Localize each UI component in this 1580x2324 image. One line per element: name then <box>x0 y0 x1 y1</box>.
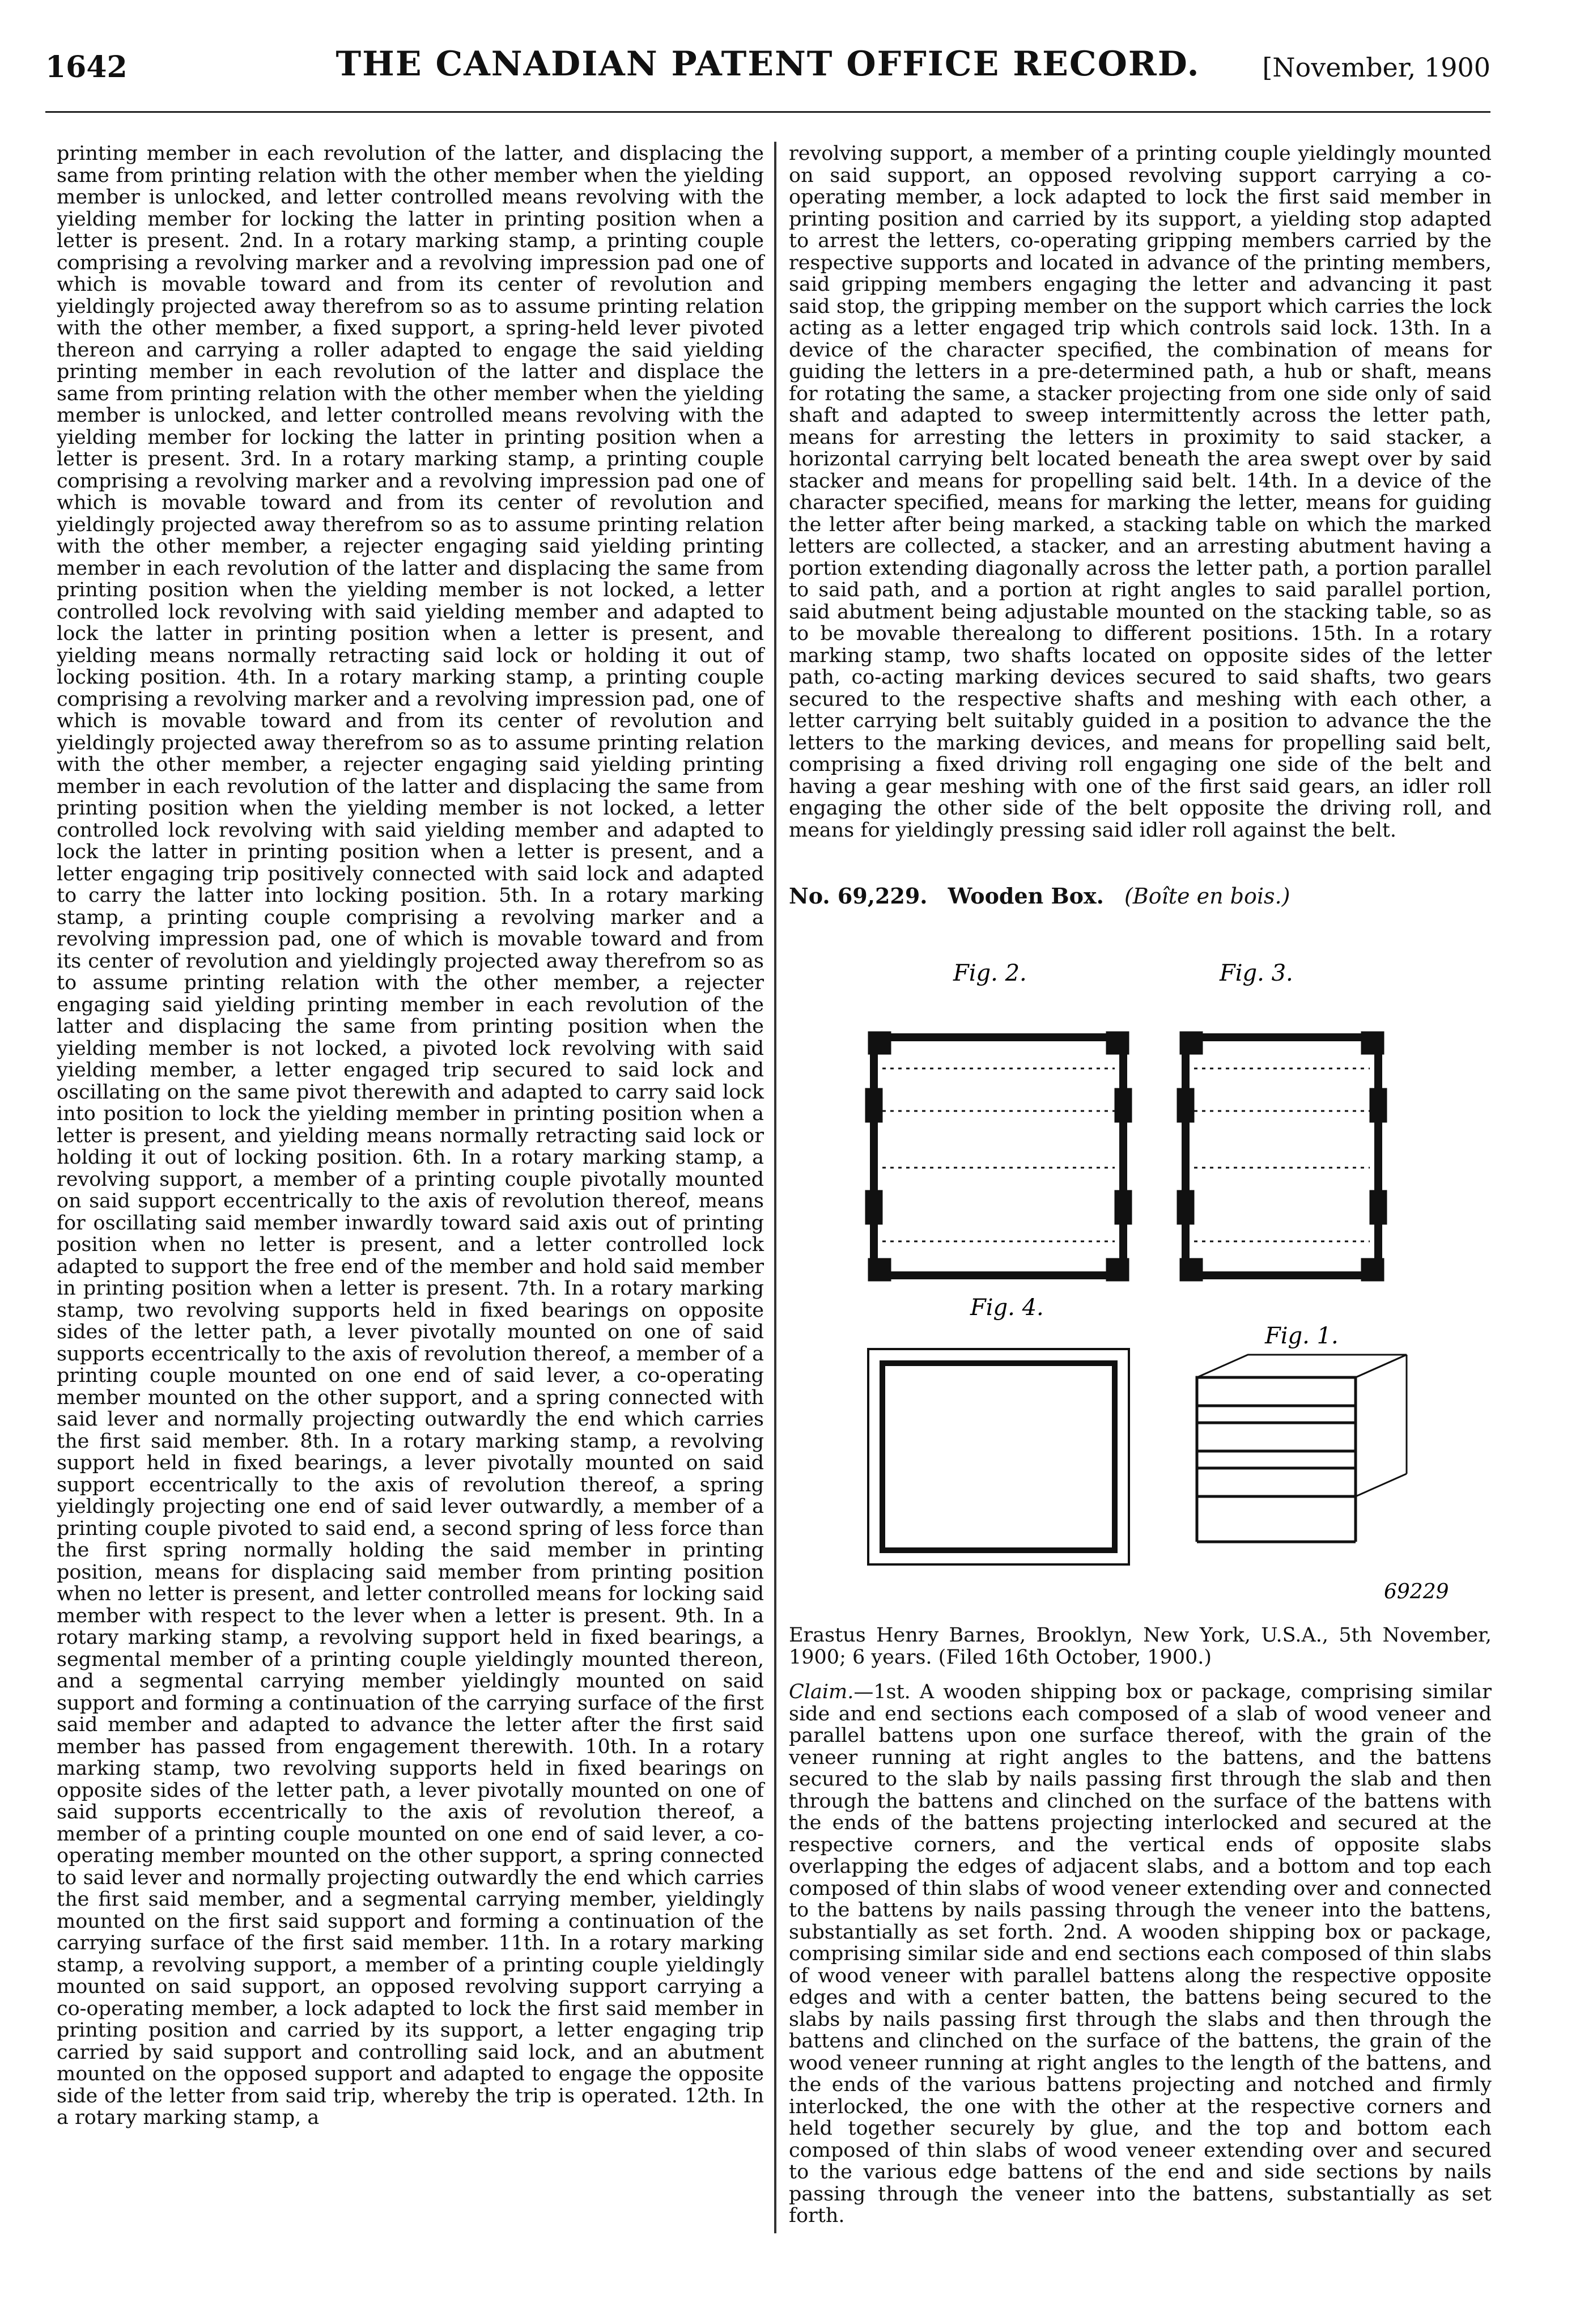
fig3-drawing <box>1177 1032 1387 1281</box>
page-number: 1642 <box>45 50 128 84</box>
fig4-drawing <box>868 1349 1129 1564</box>
claims-text: —1st. A wooden shipping box or package, comprising similar side and end sections each composed of a slab of wood veneer and parallel battens upon one surface thereof, with the grain of the veneer running at right angles to the battens, and the battens secured to the slab by nails passing first through the slab and then through the battens and clinched on the surface of the battens with the ends of the battens projecting interlocked and secured at the respective corners, and the vertical ends of opposite slabs overlapping the edges of adjacent slabs, and a bottom and top each composed of thin slabs of wood veneer extending over and connected to the battens by nails passing through the veneer into the battens, substantially as set forth. 2nd. A wooden shipping box or package, comprising similar side and end sections each composed of thin slabs of wood veneer with parallel battens along the respective opposite edges and with a center batten, the battens being secured to the slabs by nails passing first through the slabs and then through the battens and clinched on the surface of the battens, the grain of the wood veneer running at right angles to the length of the battens, and the ends of the various battens projecting and notched and firmly interlocked, the one with the other at the respective corners and held together securely by glue, and the top and bottom each composed of thin slabs of wood veneer extending over and secured to the various edge battens of the end and side sections by nails passing through the veneer into the battens, substantially as set forth. <box>789 1681 1492 2227</box>
patent-french-title: (Boîte en bois.) <box>1124 884 1290 909</box>
fig2-label: Fig. 2. <box>953 960 1027 986</box>
fig1-label: Fig. 1. <box>1265 1323 1339 1349</box>
fig4-label: Fig. 4. <box>970 1295 1044 1321</box>
right-column <box>789 143 1492 841</box>
claim-lead: Claim. <box>789 1681 854 1703</box>
issue-date: [November, 1900 <box>1262 52 1490 83</box>
publication-title: THE CANADIAN PATENT OFFICE RECORD. <box>335 44 1200 84</box>
patent-number: No. 69,229. <box>789 883 928 909</box>
page-header <box>45 44 1490 95</box>
fig2-drawing <box>865 1032 1132 1281</box>
drawing-number: 69229 <box>1384 1580 1449 1604</box>
inventor-line: Erastus Henry Barnes, Brooklyn, New York, U.S.A., 5th November, 1900; 6 years. (Filed 16th October, 1900.) <box>789 1624 1492 1669</box>
left-column <box>57 143 764 2129</box>
fig3-label: Fig. 3. <box>1220 960 1293 986</box>
column-divider <box>774 142 776 2233</box>
left-column-text: printing member in each revolution of the latter, and displacing the same from printing relation with the other member when the yielding member is unlocked, and letter controlled means revolving with the yielding member for locking the latter in printing position when a letter is present. 2nd. In a rotary marking stamp, a printing couple comprising a revolving marker and a revolving impression pad one of which is movable toward and from its center of revolution and yieldingly projected away therefrom so as to assume printing relation with the other member, a fixed support, a spring-held lever pivoted thereon and carrying a roller adapted to engage the said yielding printing member in each revolution of the latter and displace the same from printing relation with the other member when the yielding member is unlocked, and letter controlled means revolving with the yielding member for locking the latter in printing position when a letter is present. 3rd. In a rotary marking stamp, a printing couple comprising a revolving marker and a revolving impression pad one of which is movable toward and from its center of revolution and yieldingly projected away therefrom so as to assume printing relation with the other member, a rejecter engaging said yielding printing member in each revolution of the latter and displacing the same from printing position when the yielding member is not locked, a letter controlled lock revolving with said yielding member and adapted to lock the latter in printing position when a letter is present, and yielding means normally retracting said lock or holding it out of locking position. 4th. In a rotary marking stamp, a printing couple comprising a revolving marker and a revolving impression pad, one of which is movable toward and from its center of revolution and yieldingly projected away therefrom so as to assume printing relation with the other member, a rejecter engaging said yielding printing member in each revolution of the latter and displacing the same from printing position when the yielding member is not locked, a letter controlled lock revolving with said yielding member and adapted to lock the latter in printing position when a letter is present, and a letter engaging trip positively connected with said lock and adapted to carry the latter into locking position. 5th. In a rotary marking stamp, a printing couple comprising a revolving marker and a revolving impression pad, one of which is movable toward and from its center of revolution and yieldingly projected away therefrom so as to assume printing relation with the other member, a rejecter engaging said yielding printing member in each revolution of the latter and displacing the same from printing position when the yielding member is not locked, a pivoted lock revolving with said yielding member, a letter engaged trip secured to said lock and oscillating on the same pivot therewith and adapted to carry said lock into position to lock the yielding member in printing position when a letter is present, and yielding means normally retracting said lock or holding it out of locking position. 6th. In a rotary marking stamp, a revolving support, a member of a printing couple pivotally mounted on said support eccentrically to the axis of revolution thereof, means for oscillating said member inwardly toward said axis out of printing position when no letter is present, and a letter controlled lock adapted to support the free end of the member and hold said member in printing position when a letter is present. 7th. In a rotary marking stamp, two revolving supports held in fixed bearings on opposite sides of the letter path, a lever pivotally mounted on one of said supports eccentrically to the axis of revolution thereof, a member of a printing couple mounted on one end of said lever, a co-operating member mounted on the other support, and a spring connected with said lever and normally projecting outwardly the end which carries the first said member. 8th. In a rotary marking stamp, a revolving support held in fixed bearings, a lever pivotally mounted on said support eccentrically to the axis of revolution thereof, a spring yieldingly projecting one end of said lever outwardly, a member of a printing couple pivoted to said end, a second spring of less force than the first spring normally holding the said member in printing position, means for displacing said member from printing position when no letter is present, and letter controlled means for locking said member with respect to the lever when a letter is present. 9th. In a rotary marking stamp, a revolving support held in fixed bearings, a segmental member of a printing couple yieldingly mounted thereon, and a segmental carrying member yieldingly mounted on said support and forming a continuation of the carrying surface of the first said member and adapted to advance the letter after the first said member has passed from engagement therewith. 10th. In a rotary marking stamp, two revolving supports held in fixed bearings on opposite sides of the letter path, a lever pivotally mounted on one of said supports eccentrically to the axis of revolution thereof, a member of a printing couple mounted on one end of said lever, a co-operating member mounted on the other support, a spring connected to said lever and normally projecting outwardly the end which carries the first said member, and a segmental carrying member, yieldingly mounted on the first said support and forming a continuation of the carrying surface of the first said member. 11th. In a rotary marking stamp, a revolving support, a member of a printing couple yieldingly mounted on said support, an opposed revolving support carrying a co-operating member, a lock adapted to lock the first said member in printing position and carried by its support, a letter engaging trip carried by said support and controlling said lock, and an abutment mounted on the opposed support and adapted to engage the opposite side of the letter from said trip, whereby the trip is operated. 12th. In a rotary marking stamp, a <box>57 142 764 2129</box>
patent-title: Wooden Box. <box>948 883 1104 909</box>
right-column-text: revolving support, a member of a printing couple yieldingly mounted on said support, an opposed revolving support carrying a co-operating member, a lock adapted to lock the first said member in printing position and carried by its support, a yielding stop adapted to arrest the letters, co-operating gripping members carried by the respective supports and located in advance of the printing members, said gripping members engaging the letter and advancing it past said stop, the gripping member on the support which carries the lock acting as a letter engaged trip which controls said lock. 13th. In a device of the character specified, the combination of means for guiding the letters in a pre-determined path, a hub or shaft, means for rotating the same, a stacker projecting from one side only of said shaft and adapted to sweep intermittently across the letter path, means for arresting the letters in proximity to said stacker, a horizontal carrying belt located beneath the area swept over by said stacker and means for propelling said belt. 14th. In a device of the character specified, means for marking the letter, means for guiding the letter after being marked, a stacking table on which the marked letters are collected, a stacker, and an arresting abutment having a portion extending diagonally across the letter path, a portion parallel to said path, and a portion at right angles to said parallel portion, said abutment being adjustable mounted on the stacking table, so as to be movable therealong to different positions. 15th. In a rotary marking stamp, two shafts located on opposite sides of the letter path, co-acting marking devices secured to said shafts, two gears secured to the respective shafts and meshing with each other, a letter carrying belt suitably guided in a position to advance the the letters to the marking devices, and means for propelling said belt, comprising a fixed driving roll engaging one side of the belt and having a gear meshing with one of the first said gears, an idler roll engaging the other side of the belt opposite the driving roll, and means for yieldingly pressing said idler roll against the belt. <box>789 142 1492 842</box>
header-rule <box>45 111 1490 113</box>
patent-claims <box>789 1681 1492 2227</box>
patent-drawings <box>789 924 1492 1615</box>
fig1-drawing <box>1197 1355 1407 1542</box>
patent-heading <box>789 883 1492 909</box>
